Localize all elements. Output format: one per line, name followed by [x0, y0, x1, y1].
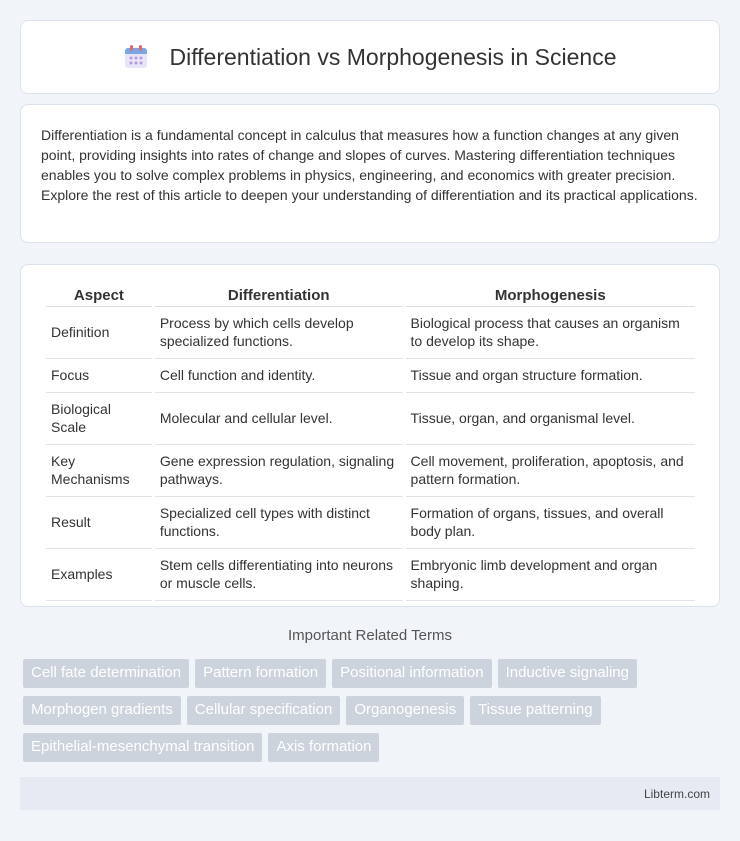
cell-morphogenesis: Tissue and organ structure formation.: [406, 359, 695, 393]
cell-differentiation: Gene expression regulation, signaling pathways.: [155, 445, 403, 497]
table-row: [46, 497, 695, 549]
header-card: [20, 20, 720, 94]
cell-differentiation: Cell function and identity.: [155, 359, 403, 393]
table-row: [46, 549, 695, 601]
calendar-icon: [123, 44, 149, 70]
comparison-card: [20, 264, 720, 607]
related-terms-title: Important Related Terms: [288, 627, 452, 644]
footer-site-link[interactable]: Libterm.com: [643, 786, 710, 801]
header-differentiation: Differentiation: [155, 285, 403, 307]
related-term-tag[interactable]: Organogenesis: [346, 696, 464, 725]
related-term-tag[interactable]: Cellular specification: [187, 696, 341, 725]
related-term-tag[interactable]: Epithelial-mesenchymal transition: [23, 733, 262, 762]
related-term-tag[interactable]: Tissue patterning: [470, 696, 601, 725]
cell-aspect: Examples: [46, 549, 152, 601]
table-row: [46, 307, 695, 359]
cell-aspect: Result: [46, 497, 152, 549]
cell-aspect: Focus: [46, 359, 152, 393]
table-row: [46, 359, 695, 393]
cell-differentiation: Stem cells differentiating into neurons or muscle cells.: [155, 549, 403, 601]
page-title: Differentiation vs Morphogenesis in Science: [169, 43, 617, 70]
intro-paragraph: Differentiation is a fundamental concept in calculus that measures how a function changes at any given point, providing insights into rates of change and slopes of curves. Mastering differentiation techniques enables you to solve complex problems in physics, engineering, and economics with greater precision. Explore the rest of this article to deepen your understanding of differentiation and its practical applications.: [41, 127, 698, 203]
related-term-tag[interactable]: Pattern formation: [195, 659, 326, 688]
cell-differentiation: Process by which cells develop specialized functions.: [155, 307, 403, 359]
intro-card: [20, 104, 720, 243]
comparison-table: [43, 285, 698, 601]
cell-differentiation: Molecular and cellular level.: [155, 393, 403, 445]
cell-aspect: Key Mechanisms: [46, 445, 152, 497]
cell-aspect: Biological Scale: [46, 393, 152, 445]
cell-morphogenesis: Embryonic limb development and organ shaping.: [406, 549, 695, 601]
cell-morphogenesis: Cell movement, proliferation, apoptosis, and pattern formation.: [406, 445, 695, 497]
header-aspect: Aspect: [46, 285, 152, 307]
header-morphogenesis: Morphogenesis: [406, 285, 695, 307]
table-row: [46, 445, 695, 497]
related-term-tag[interactable]: Positional information: [332, 659, 491, 688]
related-term-tag[interactable]: Axis formation: [268, 733, 379, 762]
related-term-tag[interactable]: Morphogen gradients: [23, 696, 181, 725]
cell-differentiation: Specialized cell types with distinct functions.: [155, 497, 403, 549]
cell-aspect: Definition: [46, 307, 152, 359]
related-term-tag[interactable]: Inductive signaling: [498, 659, 637, 688]
table-row: [46, 393, 695, 445]
related-term-tag[interactable]: Cell fate determination: [23, 659, 189, 688]
cell-morphogenesis: Biological process that causes an organism to develop its shape.: [406, 307, 695, 359]
related-terms-list: [23, 659, 723, 762]
table-header-row: [46, 285, 695, 307]
footer: [20, 777, 720, 810]
cell-morphogenesis: Tissue, organ, and organismal level.: [406, 393, 695, 445]
cell-morphogenesis: Formation of organs, tissues, and overall body plan.: [406, 497, 695, 549]
